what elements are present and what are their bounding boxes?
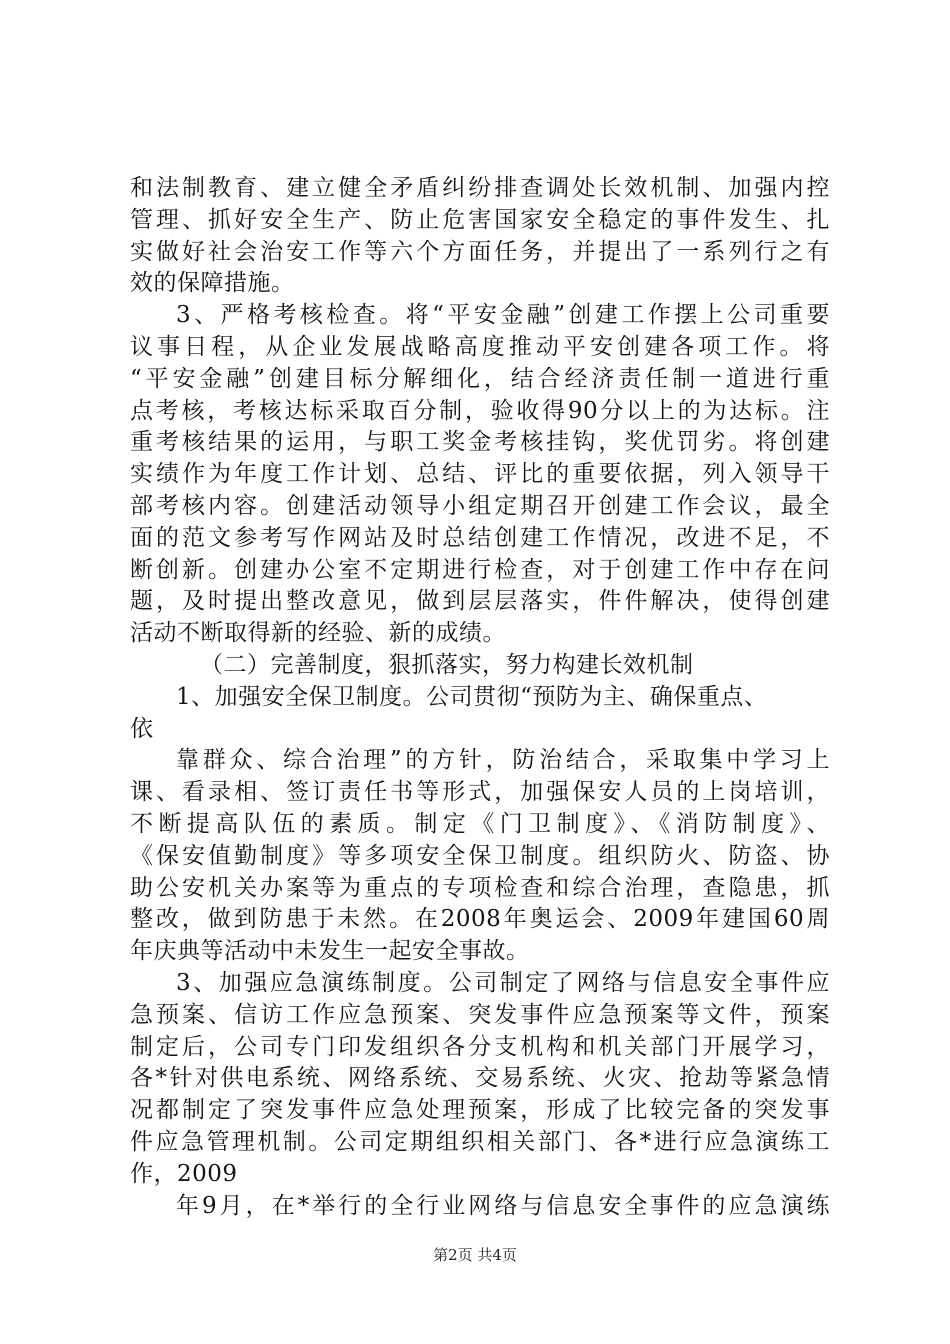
text-line: 议事日程，从企业发展战略高度推动平安创建各项工作。将: [130, 333, 830, 360]
text-line: 助公安机关办案等为重点的专项检查和综合治理，查隐患，抓: [130, 874, 830, 901]
text-line: 和法制教育、建立健全矛盾纠纷排查调处长效机制、加强内控: [130, 175, 830, 201]
text-line: 效的保障措施。: [130, 270, 295, 297]
text-line: 况都制定了突发事件应急处理预案，形成了比较完备的突发事: [130, 1097, 830, 1124]
text-line: “平安金融”创建目标分解细化，结合经济责任制一道进行重: [130, 365, 830, 392]
text-line: 点考核，考核达标采取百分制，验收得90分以上的为达标。注: [130, 397, 830, 424]
text-line: 管理、抓好安全生产、防止危害国家安全稳定的事件发生、扎: [130, 206, 830, 233]
text-line: 件应急管理机制。公司定期组织相关部门、各*进行应急演练工: [130, 1128, 830, 1155]
text-line: 课、看录相、签订责任书等形式，加强保安人员的上岗培训，: [130, 779, 830, 806]
page-number-footer: 第2页 共4页: [433, 1246, 517, 1264]
text-line: 各*针对供电系统、网络系统、交易系统、火灾、抢劫等紧急情: [130, 1065, 830, 1092]
text-line: 急预案、信访工作应急预案、突发事件应急预案等文件，预案: [130, 1001, 830, 1028]
text-line: 部考核内容。创建活动领导小组定期召开创建工作会议，最全: [130, 492, 830, 519]
text-line: 面的范文参考写作网站及时总结创建工作情况，改进不足，不: [130, 524, 830, 551]
text-line: 断创新。创建办公室不定期进行检查，对于创建工作中存在问: [130, 556, 830, 583]
text-line: 1、加强安全保卫制度。公司贯彻“预防为主、确保重点、: [176, 683, 768, 710]
text-line: 重考核结果的运用，与职工奖金考核挂钩，奖优罚劣。将创建: [130, 429, 830, 456]
body-text: [130, 173, 830, 1222]
text-line: 不断提高队伍的素质。制定《门卫制度》、《消防制度》、: [130, 810, 830, 837]
text-line: 实绩作为年度工作计划、总结、评比的重要依据，列入领导干: [130, 461, 830, 488]
text-line: 3、加强应急演练制度。公司制定了网络与信息安全事件应: [176, 969, 830, 996]
text-line: 题，及时提出整改意见，做到层层落实，件件解决，使得创建: [130, 588, 830, 615]
text-line: 年庆典等活动中未发生一起安全事故。: [130, 938, 530, 965]
text-line: 依: [130, 715, 154, 742]
text-line: 年9月，在*举行的全行业网络与信息安全事件的应急演练: [176, 1192, 830, 1219]
text-line: 靠群众、综合治理”的方针，防治结合，采取集中学习上: [176, 747, 830, 774]
text-line: 《保安值勤制度》等多项安全保卫制度。组织防火、防盗、协: [130, 842, 830, 869]
text-line: 3、严格考核检查。将“平安金融”创建工作摆上公司重要: [176, 302, 830, 329]
text-line: 作，2009: [130, 1160, 238, 1187]
text-line: 实做好社会治安工作等六个方面任务，并提出了一系列行之有: [130, 238, 830, 265]
text-line: 整改，做到防患于未然。在2008年奥运会、2009年建国60周: [130, 906, 830, 933]
text-line: 活动不断取得新的经验、新的成绩。: [130, 620, 506, 647]
text-line: 制定后，公司专门印发组织各分支机构和机关部门开展学习，: [130, 1033, 830, 1060]
section-heading: （二）完善制度，狠抓落实，努力构建长效机制: [200, 651, 694, 678]
